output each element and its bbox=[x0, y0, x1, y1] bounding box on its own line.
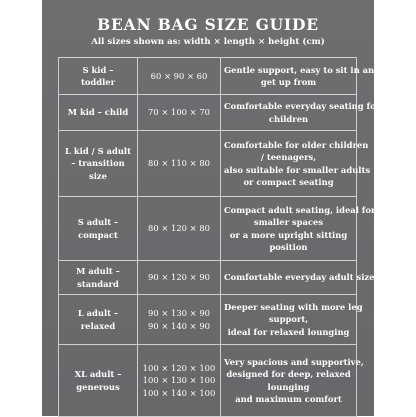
table-row bbox=[59, 345, 357, 417]
size-label-line: standard bbox=[77, 278, 119, 289]
dimensions-cell bbox=[138, 58, 221, 95]
guide-subtitle: All sizes shown as: width × length × height (cm) bbox=[91, 37, 325, 47]
dimensions-line: 70 × 100 × 70 bbox=[148, 107, 210, 118]
dimensions-line: 80 × 120 × 80 bbox=[148, 223, 210, 234]
size-cell bbox=[59, 131, 138, 197]
description-cell bbox=[221, 295, 363, 345]
dimensions-line: 100 × 140 × 100 bbox=[142, 387, 216, 398]
size-label-line: generous bbox=[76, 381, 120, 392]
table-row bbox=[59, 58, 357, 95]
size-label-line: M adult – bbox=[76, 266, 120, 277]
description-line: Compact adult seating, ideal for bbox=[224, 205, 376, 216]
dimensions-line: 100 × 130 × 100 bbox=[142, 375, 216, 386]
size-cell bbox=[59, 345, 138, 417]
dimensions-line: 90 × 130 × 90 bbox=[148, 308, 210, 319]
size-label-line: size bbox=[89, 170, 107, 181]
dimensions-cell bbox=[138, 197, 221, 261]
description-line: Comfortable for older children bbox=[224, 140, 369, 151]
table-row bbox=[59, 95, 357, 131]
size-label-line: relaxed bbox=[80, 320, 116, 331]
table-row bbox=[59, 197, 357, 261]
dimensions-cell bbox=[138, 95, 221, 131]
dimensions-cell bbox=[138, 345, 221, 417]
size-cell bbox=[59, 197, 138, 261]
description-line: Very spacious and supportive, bbox=[224, 357, 364, 368]
dimensions-line: 100 × 120 × 100 bbox=[142, 363, 216, 374]
description-cell bbox=[221, 131, 371, 197]
dimensions-cell bbox=[138, 261, 221, 295]
description-cell bbox=[221, 345, 364, 417]
dimensions-line: 90 × 120 × 90 bbox=[148, 272, 210, 283]
description-line: or a more upright sitting bbox=[229, 229, 348, 240]
description-cell bbox=[221, 261, 375, 295]
size-cell bbox=[59, 95, 138, 131]
dimensions-cell bbox=[138, 295, 221, 345]
table-row bbox=[59, 261, 357, 295]
size-label-line: M kid – child bbox=[67, 107, 129, 118]
table-row bbox=[59, 295, 357, 345]
size-label-line: – transition bbox=[71, 158, 125, 169]
description-line: lounging bbox=[267, 381, 310, 392]
dimensions-line: 80 × 110 × 80 bbox=[148, 158, 210, 169]
size-label-line: compact bbox=[78, 229, 118, 240]
description-cell bbox=[221, 197, 376, 261]
description-line: Deeper seating with more leg bbox=[224, 302, 363, 313]
description-line: position bbox=[269, 241, 308, 252]
description-line: smaller spaces bbox=[253, 217, 324, 228]
size-label-line: XL adult – bbox=[74, 369, 122, 380]
size-label-line: L adult – bbox=[77, 308, 119, 319]
description-line: Comfortable everyday adult size bbox=[224, 272, 375, 283]
dimensions-line: 60 × 90 × 60 bbox=[150, 70, 208, 81]
dimensions-line: 90 × 140 × 90 bbox=[148, 320, 210, 331]
description-line: or compact seating bbox=[243, 176, 334, 187]
description-line: / teenagers, bbox=[260, 152, 317, 163]
table-row bbox=[59, 131, 357, 197]
size-cell bbox=[59, 295, 138, 345]
description-cell bbox=[221, 58, 380, 95]
dimensions-cell bbox=[138, 131, 221, 197]
size-table bbox=[58, 57, 381, 417]
description-line: get up from bbox=[260, 77, 317, 87]
size-cell bbox=[59, 261, 138, 295]
description-line: Comfortable everyday seating for bbox=[224, 101, 381, 112]
description-line: Gentle support, easy to sit in and bbox=[224, 64, 380, 75]
size-label-line: toddler bbox=[80, 77, 116, 87]
description-line: support, bbox=[268, 314, 309, 325]
description-line: ideal for relaxed lounging bbox=[227, 326, 350, 337]
size-cell bbox=[59, 58, 138, 95]
description-line: designed for deep, relaxed bbox=[226, 369, 351, 380]
size-label-line: S kid – bbox=[82, 64, 114, 75]
description-line: children bbox=[268, 113, 309, 124]
description-line: also suitable for smaller adults bbox=[224, 164, 371, 175]
size-label-line: L kid / S adult bbox=[65, 146, 131, 157]
guide-title: BEAN BAG SIZE GUIDE bbox=[97, 15, 319, 34]
description-cell bbox=[221, 95, 381, 131]
size-label-line: S adult – bbox=[77, 217, 119, 228]
size-guide-panel bbox=[42, 0, 381, 416]
description-line: and maximum comfort bbox=[235, 393, 342, 404]
